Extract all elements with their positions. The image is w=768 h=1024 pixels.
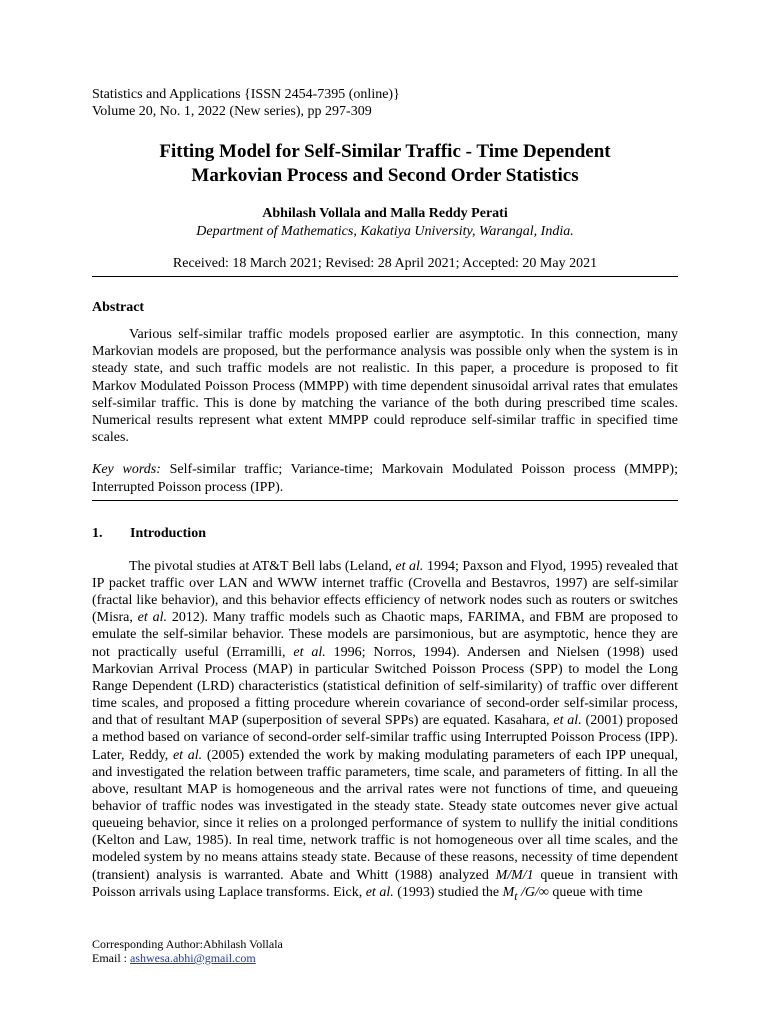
intro-text-6: (2005) extended the work by making modulating parameters of each IPP unequal, and investigated the relation between traffic parameters, time scale, and parameters of fitting. In all the above, resultant MAP is homogeneous and the arrival rates were not functions of time, and queueing behavior of traffic nodes was investigated in the steady state. Steady state outcomes never give actual queueing behavior, since it relies on a prolonged performance of system to nullify the initial conditions (Kelton and Law, 1985). In real time, network traffic is not homogeneous over all time scales, and the modeled system by no means attains steady state. Because of these reasons, necessity of time dependent (transient) analysis is warranted. Abate and Whitt (1988) analyzed [92, 747, 678, 883]
authors: Abhilash Vollala and Malla Reddy Perati [262, 206, 508, 221]
abstract-heading: Abstract [92, 300, 145, 315]
introduction-paragraph [92, 558, 678, 905]
etal-3: et al. [293, 644, 326, 660]
paper-title [92, 140, 678, 188]
g-infinity: /G/∞ [517, 884, 549, 900]
submission-dates: Received: 18 March 2021; Revised: 28 April 2021; Accepted: 20 May 2021 [92, 255, 678, 277]
journal-line-1: Statistics and Applications {ISSN 2454-7395 (online)} [92, 87, 400, 102]
intro-text-4: 1996; Norros, 1994). Andersen and Nielsen (1998) used Markovian Arrival Process (MAP) in particular Switched Poisson Process (SPP) to model the Long Range Dependent (LRD) characteristics (statistical definition of self-similarity) of traffic over different time scales, and proposed a fitting procedure wherein covariance of second-order self-similar process, and that of resultant MAP (superposition of several SPPs) are equated. Kasahara, [92, 644, 678, 729]
journal-line-2: Volume 20, No. 1, 2022 (New series), pp 297-309 [92, 104, 372, 119]
intro-text-2: 1994; Paxson and Flyod, 1995) revealed that IP packet traffic over LAN and WWW internet traffic (Crovella and Bestavros, 1997) are self-similar (fractal like behavior), and this behavior effects efficiency of network nodes such as routers or switches (Misra, [92, 558, 678, 626]
email-link[interactable]: ashwesa.abhi@gmail.com [130, 951, 256, 965]
etal-6: et al. [365, 884, 394, 900]
email-line [92, 951, 283, 965]
paper-page [92, 86, 678, 905]
mm1-notation: M/M/1 [495, 867, 534, 883]
intro-text-5: (2001) proposed a method based on variance of second-order self-similar traffic using Interrupted Poisson Process (IPP). Later, Reddy, [92, 713, 678, 763]
mt-notation [502, 884, 549, 903]
intro-text-1: The pivotal studies at AT&T Bell labs (Leland, [129, 558, 396, 574]
etal-4: et al. [553, 713, 582, 729]
abstract-body: Various self-similar traffic models proposed earlier are asymptotic. In this connection, many Markovian models are proposed, but the performance analysis was possible only when the system is in steady state, and such traffic models are not realistic. In this paper, a procedure is proposed to fit Markov Modulated Poisson Process (MMPP) with time dependent sinusoidal arrival rates that emulates self-similar traffic. This is done by matching the variance of the both during prescribed time scales. Numerical results represent what extent MMPP could reproduce self-similar traffic in specified time scales. [92, 327, 678, 446]
journal-header [92, 86, 678, 120]
etal-1: et al. [395, 558, 424, 574]
title-line-1: Fitting Model for Self-Similar Traffic - Time Dependent [159, 141, 611, 162]
section-heading [92, 525, 678, 543]
keywords [92, 461, 678, 500]
email-label: Email : [92, 951, 130, 965]
section-number: 1. [92, 525, 103, 541]
etal-2: et al. [137, 610, 168, 626]
keywords-label: Key words: [92, 462, 161, 478]
intro-text-3: 2012). Many traffic models such as Chaotic maps, FARIMA, and FBM are proposed to emulate the self-similar behavior. These models are parsimonious, but are asymptotic, hence they are not practically useful (Erramilli, [92, 610, 678, 660]
keywords-text: Self-similar traffic; Variance-time; Markovain Modulated Poisson process (MMPP); Interrupted Poisson process (IPP). [92, 462, 678, 495]
title-line-2: Markovian Process and Second Order Statistics [191, 165, 579, 186]
intro-text-7: queue in transient with Poisson arrivals using Laplace transforms. Eick, [92, 867, 678, 900]
affiliation: Department of Mathematics, Kakatiya University, Warangal, India. [196, 224, 574, 239]
corresponding-author: Corresponding Author:Abhilash Vollala [92, 937, 283, 951]
intro-text-9: queue with time [548, 884, 643, 900]
intro-text-8: (1993) studied the [393, 884, 503, 900]
mt-letter: M [502, 884, 515, 900]
section-title: Introduction [130, 525, 206, 541]
etal-5: et al. [172, 747, 203, 763]
mt-subscript: t [514, 889, 518, 903]
page-footer [92, 937, 283, 965]
